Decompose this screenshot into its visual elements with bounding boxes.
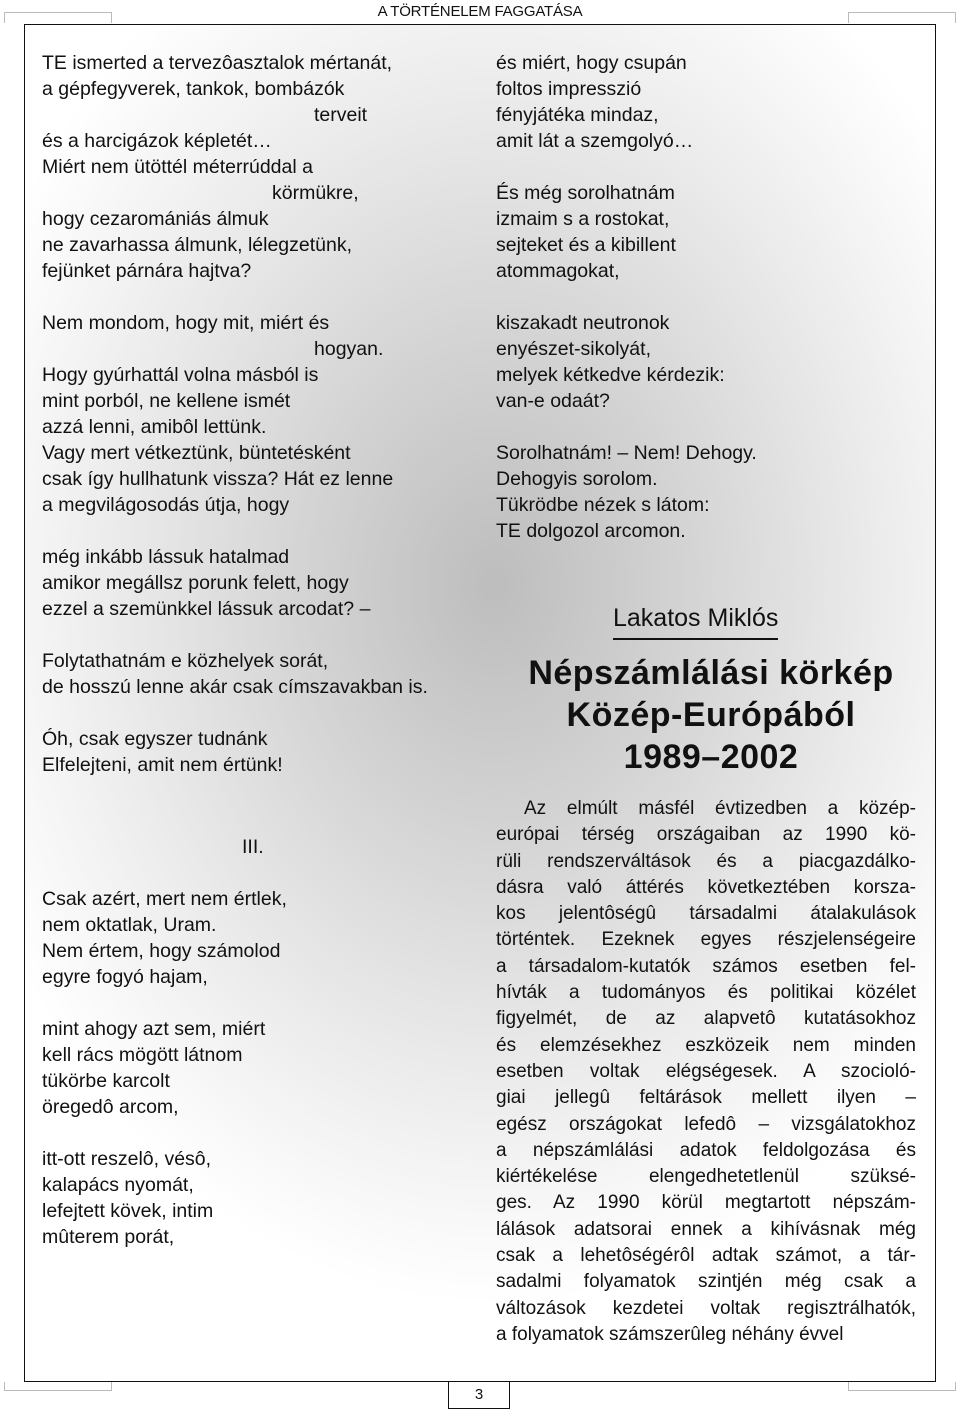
poem-line: de hosszú lenne akár csak címszavakban is. [42,676,428,698]
poem-line: lefejtett kövek, intim [42,1200,214,1222]
article-title-line: Népszámlálási körkép [528,654,894,692]
poem-line: TE dolgozol arcomon. [496,520,686,542]
poem-line: még inkább lássuk hatalmad [42,546,290,568]
poem-line: a gépfegyverek, tankok, bombázók [42,78,345,100]
poem-line: Vagy mert vétkeztünk, büntetésként [42,442,351,464]
article-title-line: Közép-Európából [566,696,856,734]
poem-line: atommagokat, [496,260,620,282]
poem-line: hogyan. [314,338,384,360]
article-line: történtek. Ezeknek egyes részjelenségeire [496,929,916,951]
poem-stanza [42,310,472,518]
article-line: egész országokat lefedô – vizsgálatokhoz [496,1113,916,1135]
poem-line: melyek kétkedve kérdezik: [496,364,725,386]
poem-line: TE ismerted a tervezôasztalok mértanát, [42,52,393,74]
poem-line: hogy cezaromániás álmuk [42,208,269,230]
poem-stanza [42,50,472,284]
poem-line: Folytathatnám e közhelyek sorát, [42,650,329,672]
article-line: hívták a tudományos és politikai közélet [496,982,916,1004]
article-line: változások kezdetei voltak regisztrálhatók, [496,1297,916,1319]
section-numeral: III. [242,836,264,858]
article-line: európai térség országaiban az 1990 kö- [496,824,916,846]
page-number: 3 [448,1382,510,1409]
poem-stanza [496,50,916,154]
article-line: kiértékelése elengedhetetlenül szüksé- [496,1166,916,1188]
article-line: giai jellegû feltárások mellett ilyen – [496,1087,916,1109]
poem-line: Tükrödbe nézek s látom: [496,494,710,516]
poem-stanza [42,544,472,622]
article-line: Az elmúlt másfél évtizedben a közép- [524,798,916,819]
poem-stanza [496,310,916,414]
poem-right-column [496,50,916,544]
poem-line: amikor megállsz porunk felett, hogy [42,572,349,594]
poem-line: körmükre, [272,182,359,204]
poem-line: fejünket párnára hajtva? [42,260,252,282]
poem-line: kalapács nyomát, [42,1174,194,1196]
poem-line: egyre fogyó hajam, [42,966,208,988]
poem-line: Óh, csak egyszer tudnánk [42,728,268,750]
article-line: esetben voltak elégségesek. A szocioló- [496,1060,916,1082]
poem-line: nem oktatlak, Uram. [42,914,217,936]
poem-line: Csak azért, mert nem értlek, [42,888,287,910]
article-title-line: 1989–2002 [623,738,799,776]
article-author: Lakatos Miklós [613,602,778,640]
article-line: a folyamatok számszerûleg néhány évvel [496,1323,844,1345]
article-line: a népszámlálási adatok feldolgozása és [496,1139,916,1161]
poem-line: kell rács mögött látnom [42,1044,243,1066]
poem-line: Sorolhatnám! – Nem! Dehogy. [496,442,757,464]
poem-line: amit lát a szemgolyó… [496,130,694,152]
poem-line: van-e odaát? [496,390,610,412]
article-line: rüli rendszerváltások és a piacgazdálko- [496,850,916,872]
poem-line: sejteket és a kibillent [496,234,676,256]
poem-line: Dehogyis sorolom. [496,468,658,490]
poem-stanza [42,1146,472,1250]
poem-stanza [496,440,916,544]
poem-line: ezzel a szemünkkel lássuk arcodat? – [42,598,371,620]
poem-line: a megvilágosodás útja, hogy [42,494,290,516]
article-line: a társadalom-kutatók számos esetben fel- [496,955,916,977]
poem-line: mûterem porát, [42,1226,175,1248]
poem-line: Nem értem, hogy számolod [42,940,281,962]
article-line: sadalmi folyamatok szintjén még csak a [496,1271,916,1293]
poem-line: ne zavarhassa álmunk, lélegzetünk, [42,234,353,256]
footer-corner-box-right [848,1382,956,1391]
poem-stanza [42,886,472,990]
article-line: lálások adatsorai ennek a kihívásnak még [496,1218,916,1240]
poem-line: azzá lenni, amibôl lettünk. [42,416,267,438]
poem-line: Miért nem ütöttél méterrúddal a [42,156,313,178]
poem-line: tükörbe karcolt [42,1070,170,1092]
poem-line: Elfelejteni, amit nem értünk! [42,754,283,776]
poem-line: foltos impresszió [496,78,642,100]
poem-line: enyészet-sikolyát, [496,338,651,360]
poem-stanza [42,1016,472,1120]
running-header: A TÖRTÉNELEM FAGGATÁSA [377,3,583,20]
poem-left-column [42,50,472,1250]
article-title [494,652,928,778]
poem-line: kiszakadt neutronok [496,312,670,334]
article-line: és elemzésekhez eszközeik nem minden [496,1034,916,1056]
poem-line: fényjátéka mindaz, [496,104,659,126]
article-line: csak a lehetôségérôl adtak számot, a tár- [496,1245,916,1267]
poem-stanza [42,648,472,700]
article-line: ges. Az 1990 körül megtartott népszám- [496,1192,916,1214]
poem-line: mint ahogy azt sem, miért [42,1018,266,1040]
poem-line: izmaim s a rostokat, [496,208,670,230]
poem-line: csak így hullhatunk vissza? Hát ez lenne [42,468,394,490]
poem-line: öregedô arcom, [42,1096,179,1118]
poem-line: Hogy gyúrhattál volna másból is [42,364,319,386]
poem-line: és miért, hogy csupán [496,52,687,74]
article-body [496,796,916,1348]
poem-line: mint porból, ne kellene ismét [42,390,291,412]
article-line: figyelmét, de az alapvetô kutatásokhoz [496,1008,916,1030]
footer-corner-box-left [4,1382,112,1391]
poem-line: Nem mondom, hogy mit, miért és [42,312,330,334]
poem-stanza [496,180,916,284]
poem-line: És még sorolhatnám [496,182,675,204]
poem-line: és a harcigázok képletét… [42,130,272,152]
poem-stanza [42,726,472,778]
poem-line: itt-ott reszelô, vésô, [42,1148,212,1170]
article-line: dásra való áttérés következtében korsza- [496,876,916,898]
poem-line: terveit [314,104,368,126]
article-line: kos jelentôségû társadalmi átalakulások [496,903,916,925]
